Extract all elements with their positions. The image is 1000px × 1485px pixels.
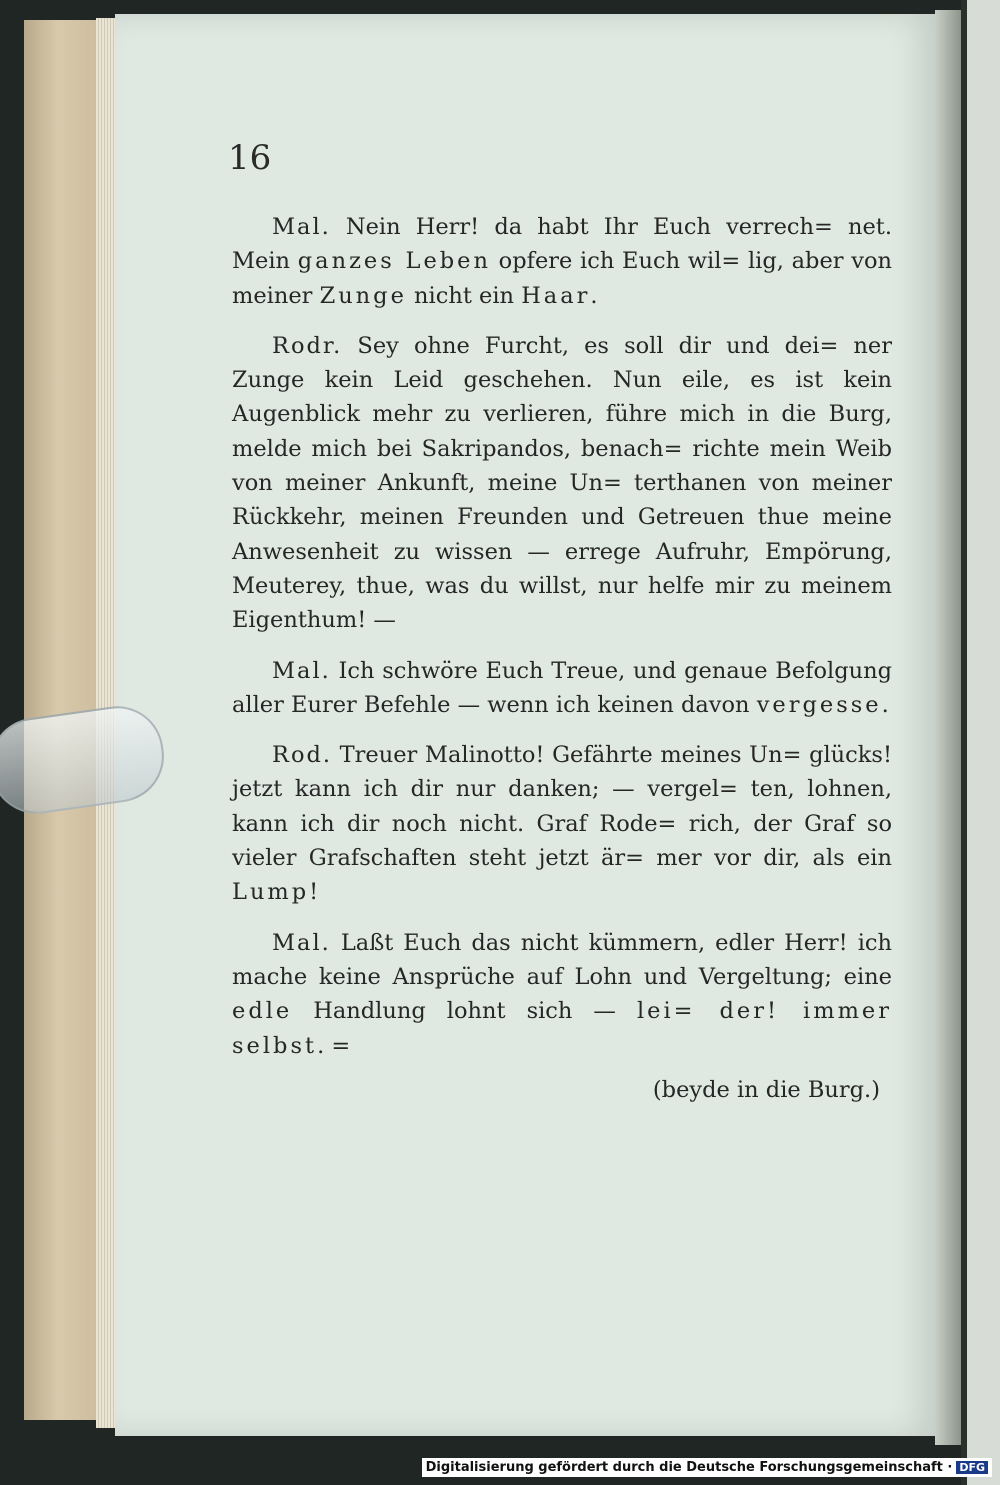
paragraph-4: Rod. Treuer Malinotto! Gefährte meines Un= glücks! jetzt kann ich dir nur danken; — vergel= ten, lohnen, kann ich dir noch nicht. Graf Rode= rich, der Graf so vieler Grafschaften steht jetzt är= mer vor dir, als ein Lump! [232,742,892,906]
paragraph-5: Mal. Laßt Euch das nicht kümmern, edler Herr! ich mache keine Ansprüche auf Lohn und Vergeltung; eine edle Handlung lohnt sich — lei= der! immer selbst. = [232,929,892,1059]
paragraph-2: Rodr. Sey ohne Furcht, es soll dir und dei= ner Zunge kein Leid geschehen. Nun eile, es ist kein Augenblick mehr zu verlieren, führe mich in die Burg, melde mich bei Sakripandos, benach= richte mein Weib von meiner Ankunft, meine Un= terthanen von meiner Rückkehr, meinen Freunden und Getreuen thue meine Anwesenheit zu wissen — errege Aufruhr, Empörung, Meuterey, thue, was du willst, nur helfe mir zu meinem Eigenthum! — [232,332,892,634]
speaker: Rod. [272,742,333,769]
speaker: Mal. [272,214,331,240]
page-gutter [935,10,961,1445]
dfg-logo: DFG [956,1461,988,1474]
facing-page-edge [961,0,1000,1485]
speaker: Mal. [272,929,331,956]
footer-credit: Digitalisierung gefördert durch die Deutsche Forschungsgemeinschaft · DFG [422,1458,992,1477]
page-number: 16 [228,138,272,178]
body-text [232,210,892,1107]
paragraph-1: Mal. Nein Herr! da habt Ihr Euch verrech= net. Mein ganzes Leben opfere ich Euch wil= lig, aber von meiner Zunge nicht ein Haar. [232,214,892,309]
speaker: Rodr. [272,332,343,359]
paragraph-3: Mal. Ich schwöre Euch Treue, und genaue Befolgung aller Eurer Befehle — wenn ich keinen davon vergesse. [232,657,892,718]
speaker: Mal. [272,657,331,684]
stage-direction: (beyde in die Burg.) [652,1076,880,1103]
